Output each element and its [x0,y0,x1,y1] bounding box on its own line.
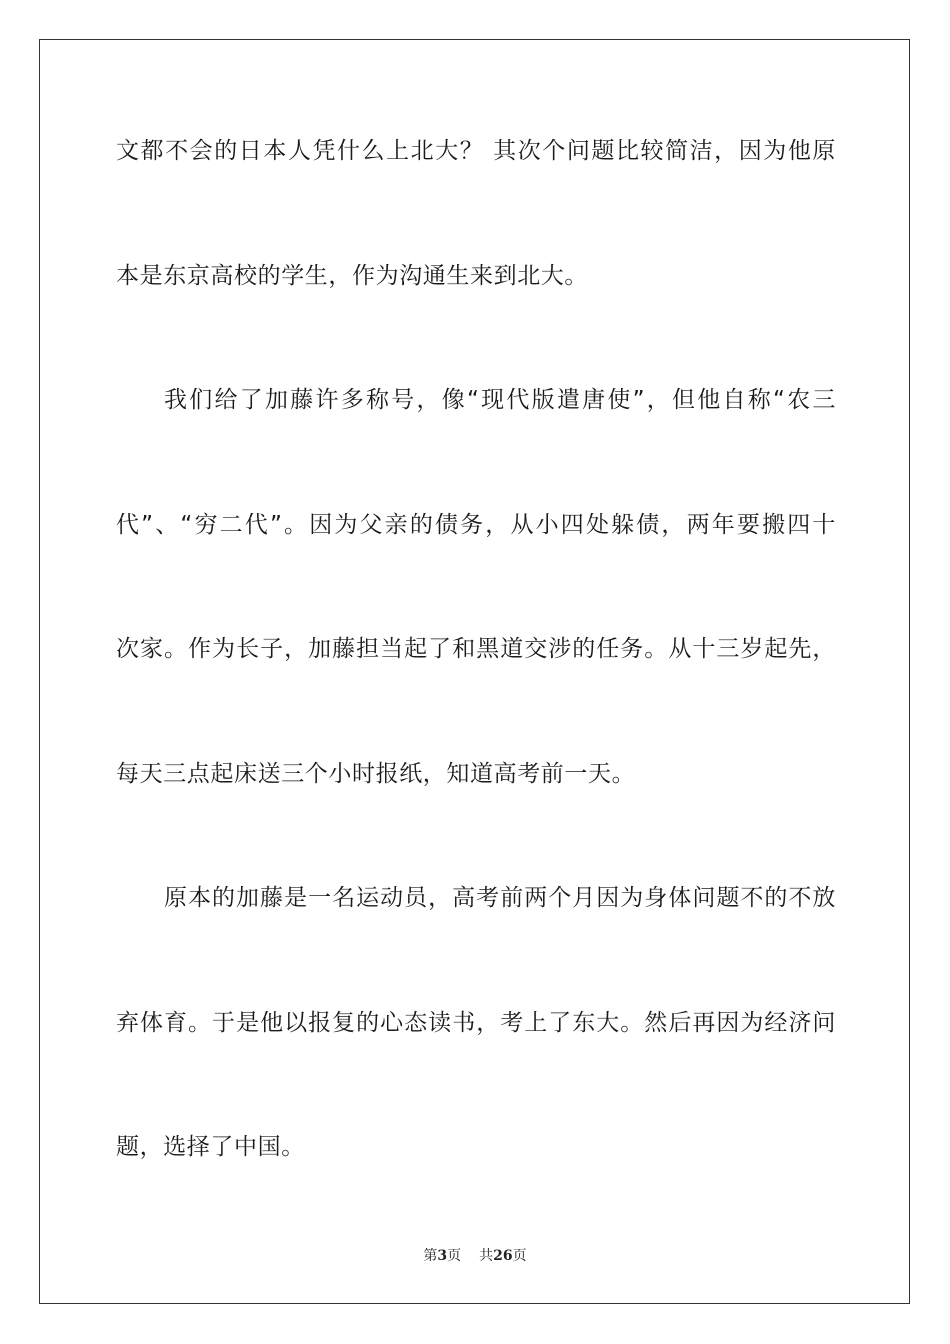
text-line: 我们给了加藤许多称号，像“现代版遣唐使”，但他自称“农三 [164,387,836,413]
text-line: 每天三点起床送三个小时报纸，知道高考前一天。 [116,761,636,787]
text-line: 弃体育。于是他以报复的心态读书，考上了东大。然后再因为经济问 [116,1010,836,1036]
text-line: 次家。作为长子，加藤担当起了和黑道交涉的任务。从十三岁起先， [116,636,836,662]
page-prefix: 第 [423,1248,438,1264]
page-footer [0,1245,950,1265]
page-suffix: 页 [447,1248,462,1264]
text-line: 原本的加藤是一名运动员，高考前两个月因为身体问题不的不放 [164,885,836,911]
total-suffix: 页 [512,1248,527,1264]
text-line: 文都不会的日本人凭什么上北大？ 其次个问题比较简洁，因为他原 [116,138,836,164]
text-line: 题，选择了中国。 [116,1134,305,1160]
text-line: 本是东京高校的学生，作为沟通生来到北大。 [116,263,588,289]
text-line: 代”、“穷二代”。因为父亲的债务，从小四处躲债，两年要搬四十 [116,512,836,538]
total-pages: 26 [493,1248,513,1264]
page-border [39,39,910,1304]
page-number: 3 [437,1248,448,1264]
total-prefix: 共 [479,1248,494,1264]
